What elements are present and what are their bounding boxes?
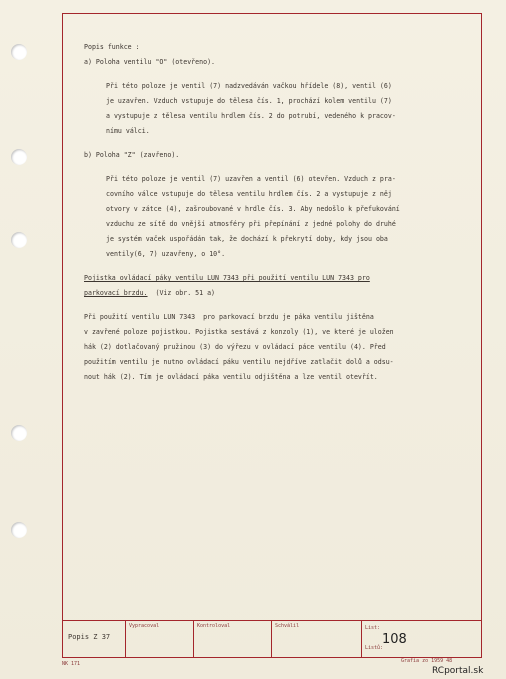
page-cell: [362, 621, 482, 658]
section-a-line: a vystupuje z tělesa ventilu hrdlem čís. 2 do potrubí, vedeného k pracov-: [106, 112, 396, 120]
punch-hole: [11, 425, 27, 441]
approved-by-cell: [272, 621, 362, 658]
section-c-line: nout hák (2). Tím je ovládací páka ventilu odjištěna a lze ventil otevřít.: [84, 373, 378, 381]
doc-label-cell: [62, 621, 126, 658]
heading: Popis funkce :: [84, 43, 140, 51]
form-code: NK 171: [62, 661, 81, 667]
prepared-by-label: Vypracoval: [129, 623, 160, 629]
section-c-line: v zavřené poloze pojistkou. Pojistka sestává z konzoly (1), ve které je uložen: [84, 328, 394, 336]
section-a-line: Při této poloze je ventil (7) nadzvedáván vačkou hřídele (8), ventil (6): [106, 82, 392, 90]
doc-label: Popis Z 37: [68, 633, 111, 641]
section-a-line: nímu válci.: [106, 127, 150, 135]
punch-hole: [11, 232, 27, 248]
watermark: RCportal.sk: [432, 666, 484, 676]
sheets-label: Listů:: [365, 645, 384, 651]
section-b-line: ventily(6, 7) uzavřeny, o 10°.: [106, 250, 226, 258]
punch-hole: [11, 522, 27, 538]
section-c-title: Pojistka ovládací páky ventilu LUN 7343 při použití ventilu LUN 7343 pro: [84, 274, 370, 282]
sheet-label: List:: [365, 625, 381, 631]
section-c-line: hák (2) dotlačovaný pružinou (3) do výřezu v ovládací páce ventilu (4). Před: [84, 343, 386, 351]
section-b-line: covního válce vstupuje do tělesa ventilu hrdlem čís. 2 a vystupuje z něj: [106, 190, 392, 198]
checked-by-label: Kontroloval: [197, 623, 231, 629]
page-number: 108: [382, 632, 407, 647]
section-a-line: je uzavřen. Vzduch vstupuje do tělesa čís. 1, prochází kolem ventilu (7): [106, 97, 392, 105]
section-b-line: otvory v zátce (4), zašroubované v hrdle čís. 3. Aby nedošlo k přefukování: [106, 205, 400, 213]
printer-stamp: Grafia zo 1959 48: [401, 658, 453, 664]
section-b-line: Při této poloze je ventil (7) uzavřen a ventil (6) otevřen. Vzduch z pra-: [106, 175, 396, 183]
section-c-line: použitím ventilu je nutno ovládací páku ventilu nejdříve zatlačit dolů a odsu-: [84, 358, 394, 366]
punch-hole: [11, 44, 27, 60]
section-b-line: vzduchu ze sítě do vnější atmosféry při přepínání z jedné polohy do druhé: [106, 220, 396, 228]
section-a-title: a) Poloha ventilu "O" (otevřeno).: [84, 58, 216, 66]
title-block: [62, 620, 482, 658]
section-b-line: je systém vaček uspořádán tak, že dochází k překrytí doby, kdy jsou oba: [106, 235, 388, 243]
punch-hole: [11, 149, 27, 165]
section-c-line: Při použití ventilu LUN 7343 pro parkovací brzdu je páka ventilu jištěna: [84, 313, 374, 321]
section-b-title: b) Poloha "Z" (zavřeno).: [84, 151, 180, 159]
page-content: [84, 40, 474, 385]
approved-by-label: Schválil: [275, 623, 300, 629]
prepared-by-cell: [126, 621, 194, 658]
section-c-title-cont: parkovací brzdu.: [84, 289, 148, 297]
figure-reference: (Viz obr. 51 a): [147, 289, 216, 297]
checked-by-cell: [194, 621, 272, 658]
